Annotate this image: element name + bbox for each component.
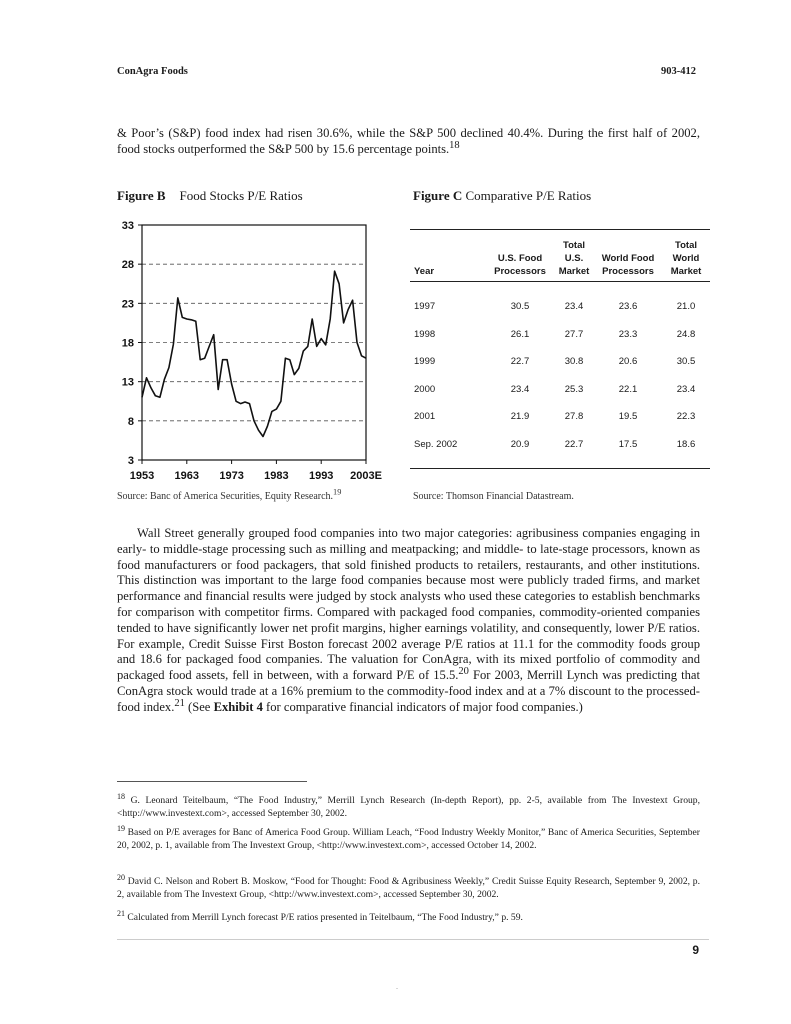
- footnote-number: 18: [117, 791, 125, 801]
- table-header-text: U.S. Food: [497, 253, 543, 264]
- footnote-number: 21: [117, 908, 125, 918]
- table-row: [410, 403, 710, 431]
- table-header-text: Market: [558, 266, 590, 277]
- table-body: [410, 282, 710, 469]
- footnote-18: [117, 791, 700, 820]
- y-tick-label: 18: [121, 337, 134, 350]
- table-cell: 23.6: [618, 301, 638, 313]
- table-header-col-1: [486, 252, 554, 281]
- table-header-text: World Food: [601, 253, 655, 264]
- table-cell: 2001: [414, 411, 436, 423]
- table-header-text: U.S.: [564, 253, 584, 264]
- table-header-text: Year: [414, 266, 435, 277]
- table-cell: 23.4: [510, 383, 530, 395]
- x-tick-label: 1953: [129, 470, 155, 482]
- footnote-ref-21[interactable]: 21: [174, 697, 185, 709]
- table-cell: 30.5: [510, 301, 530, 313]
- table-row: [410, 293, 710, 321]
- y-tick-label: 33: [121, 220, 134, 232]
- figure-c-title-text: Comparative P/E Ratios: [465, 188, 592, 203]
- pe-line-chart: [110, 214, 382, 486]
- table-cell: 17.5: [618, 438, 638, 450]
- table-header-text: World: [672, 253, 700, 264]
- x-tick-label: 1983: [264, 470, 289, 482]
- footnote-ref-18[interactable]: 18: [449, 139, 460, 151]
- table-cell: Sep. 2002: [414, 438, 458, 450]
- table-cell: 23.3: [618, 328, 638, 340]
- pe-comparison-table: [410, 229, 710, 469]
- table-header-row: [410, 230, 710, 282]
- footnote-19: [117, 823, 700, 852]
- figure-c-label: Figure C: [413, 188, 463, 203]
- body-text-3: (See: [184, 699, 214, 714]
- table-row: [410, 321, 710, 349]
- table-cell: 23.4: [564, 301, 584, 313]
- table-header-col-2: [554, 239, 594, 281]
- footnote-text: Calculated from Merrill Lynch forecast P/E ratios presented in Teitelbaum, “The Food Industry,” p. 59.: [127, 912, 523, 923]
- header-company: ConAgra Foods: [117, 66, 188, 77]
- footnote-text: G. Leonard Teitelbaum, “The Food Industry,” Merrill Lynch Research (In-depth Report), pp. 2-5, available from The Investext Group, <http://www.investext.com>, accessed September 30, 2002.: [117, 795, 700, 819]
- figure-b-source-text: Source: Banc of America Securities, Equity Research.: [117, 491, 334, 502]
- footnote-ref-20[interactable]: 20: [458, 665, 469, 677]
- table-cell: 21.0: [676, 301, 696, 313]
- figure-c-source: Source: Thomson Financial Datastream.: [413, 491, 574, 502]
- y-tick-label: 28: [121, 259, 134, 272]
- y-tick-label: 3: [127, 455, 134, 467]
- body-text-1: Wall Street generally grouped food companies into two major categories: agribusiness companies engaging in early- to middle-stage processing such as milling and meatpacking; and middle- to late-stage processors, known as food manufacturers or food packagers, that sold finished products to retailers, restaurants, and other institutions. This distinction was important to the large food companies because most were publicly traded firms, and market performance and financial results were judged by stock analysts who used these categories to establish benchmarks for comparison with competitor firms. Compared with packaged food companies, commodity-oriented companies tended to have significantly lower net profit margins, higher earnings volatility, and consequently, lower P/E ratios. For example, Credit Suisse First Boston forecast 2002 average P/E ratios at 11.1 for the commodity foods group and 18.6 for packaged food companies. The valuation for ConAgra, with its mixed portfolio of commodity and packaged food assets, fell in between, with a forward P/E of 15.5.: [117, 526, 700, 683]
- page-number: 9: [692, 943, 699, 957]
- table-cell: 19.5: [618, 411, 638, 423]
- footnote-number: 20: [117, 872, 125, 882]
- table-cell: 1999: [414, 356, 436, 368]
- footnote-text: David C. Nelson and Robert B. Moskow, “Food for Thought: Food & Agribusiness Weekly,” Credit Suisse Equity Research, September 9, 2002, p. 2, available from The Investext Group, <http://www.investext.com>, accessed September 30, 2002.: [117, 876, 701, 900]
- table-header-text: Market: [670, 266, 702, 277]
- series-line-food-pe: [142, 271, 366, 436]
- figure-b-title: [117, 188, 303, 204]
- figure-b-label: Figure B: [117, 188, 166, 203]
- figure-c-title: [413, 188, 591, 204]
- page-footer-rule: [117, 939, 709, 940]
- table-row: [410, 431, 710, 459]
- table-cell: 20.6: [618, 356, 638, 368]
- table-header-text: Processors: [494, 266, 546, 277]
- table-header-col-4: [662, 239, 710, 281]
- header-case-number: 903-412: [661, 66, 696, 77]
- figure-b-title-text: Food Stocks P/E Ratios: [179, 188, 303, 203]
- table-header-col-3: [594, 252, 662, 281]
- table-cell: 1997: [414, 301, 436, 313]
- x-tick-label: 1973: [219, 470, 244, 482]
- table-cell: 23.4: [676, 383, 696, 395]
- table-row: [410, 376, 710, 404]
- table-row: [410, 348, 710, 376]
- footnote-20: [117, 872, 701, 901]
- table-header-text: Total: [563, 240, 585, 251]
- body-text-2: For 2003, Merrill Lynch was predicting that ConAgra stock would trade at a 16% premium to the commodity-food index and at a 7% discount to the processed-food index.: [117, 668, 700, 714]
- table-header-col-0: [410, 265, 486, 281]
- table-cell: 20.9: [510, 438, 530, 450]
- y-tick-label: 23: [121, 298, 134, 311]
- table-cell: 21.9: [510, 411, 530, 423]
- table-cell: 24.8: [676, 328, 696, 340]
- x-tick-label: 1963: [174, 470, 200, 482]
- figure-b-source: [117, 487, 342, 502]
- y-tick-label: 13: [121, 376, 134, 389]
- table-cell: 2000: [414, 383, 436, 395]
- footnote-text: Based on P/E averages for Banc of America Food Group. William Leach, “Food Industry Weekly Monitor,” Banc of America Securities, September 20, 2002, p. 1, available from The Investext Group, <http://www.investext.com>, accessed October 14, 2002.: [117, 827, 700, 851]
- footnote-ref-19[interactable]: 19: [333, 487, 342, 497]
- table-cell: 27.7: [564, 328, 584, 340]
- intro-paragraph: [117, 126, 700, 158]
- chart-y-axis: [122, 220, 142, 467]
- table-cell: 27.8: [564, 411, 584, 423]
- table-cell: 26.1: [510, 328, 530, 340]
- table-cell: 22.3: [676, 411, 696, 423]
- exhibit-4-link[interactable]: Exhibit 4: [213, 699, 263, 714]
- chart-x-axis: [130, 460, 382, 482]
- intro-text: & Poor’s (S&P) food index had risen 30.6%, while the S&P 500 declined 40.4%. During the first half of 2002, food stocks outperformed the S&P 500 by 15.6 percentage points.: [117, 126, 700, 156]
- table-cell: 30.8: [564, 356, 584, 368]
- table-header-text: Processors: [602, 266, 654, 277]
- stray-dot: .: [396, 982, 398, 991]
- table-cell: 22.7: [564, 438, 584, 450]
- table-cell: 25.3: [564, 383, 584, 395]
- table-cell: 22.1: [618, 383, 638, 395]
- body-paragraph: [117, 526, 700, 716]
- body-text-4: for comparative financial indicators of major food companies.): [262, 699, 583, 714]
- x-tick-label: 2003E: [350, 470, 382, 482]
- table-header-text: Total: [675, 240, 697, 251]
- table-cell: 22.7: [510, 356, 530, 368]
- table-cell: 18.6: [676, 438, 696, 450]
- x-tick-label: 1993: [308, 470, 334, 482]
- table-cell: 30.5: [676, 356, 696, 368]
- footnote-number: 19: [117, 823, 125, 833]
- y-tick-label: 8: [127, 415, 134, 428]
- footnote-separator: [117, 781, 307, 782]
- table-cell: 1998: [414, 328, 436, 340]
- footnote-21: [117, 908, 700, 925]
